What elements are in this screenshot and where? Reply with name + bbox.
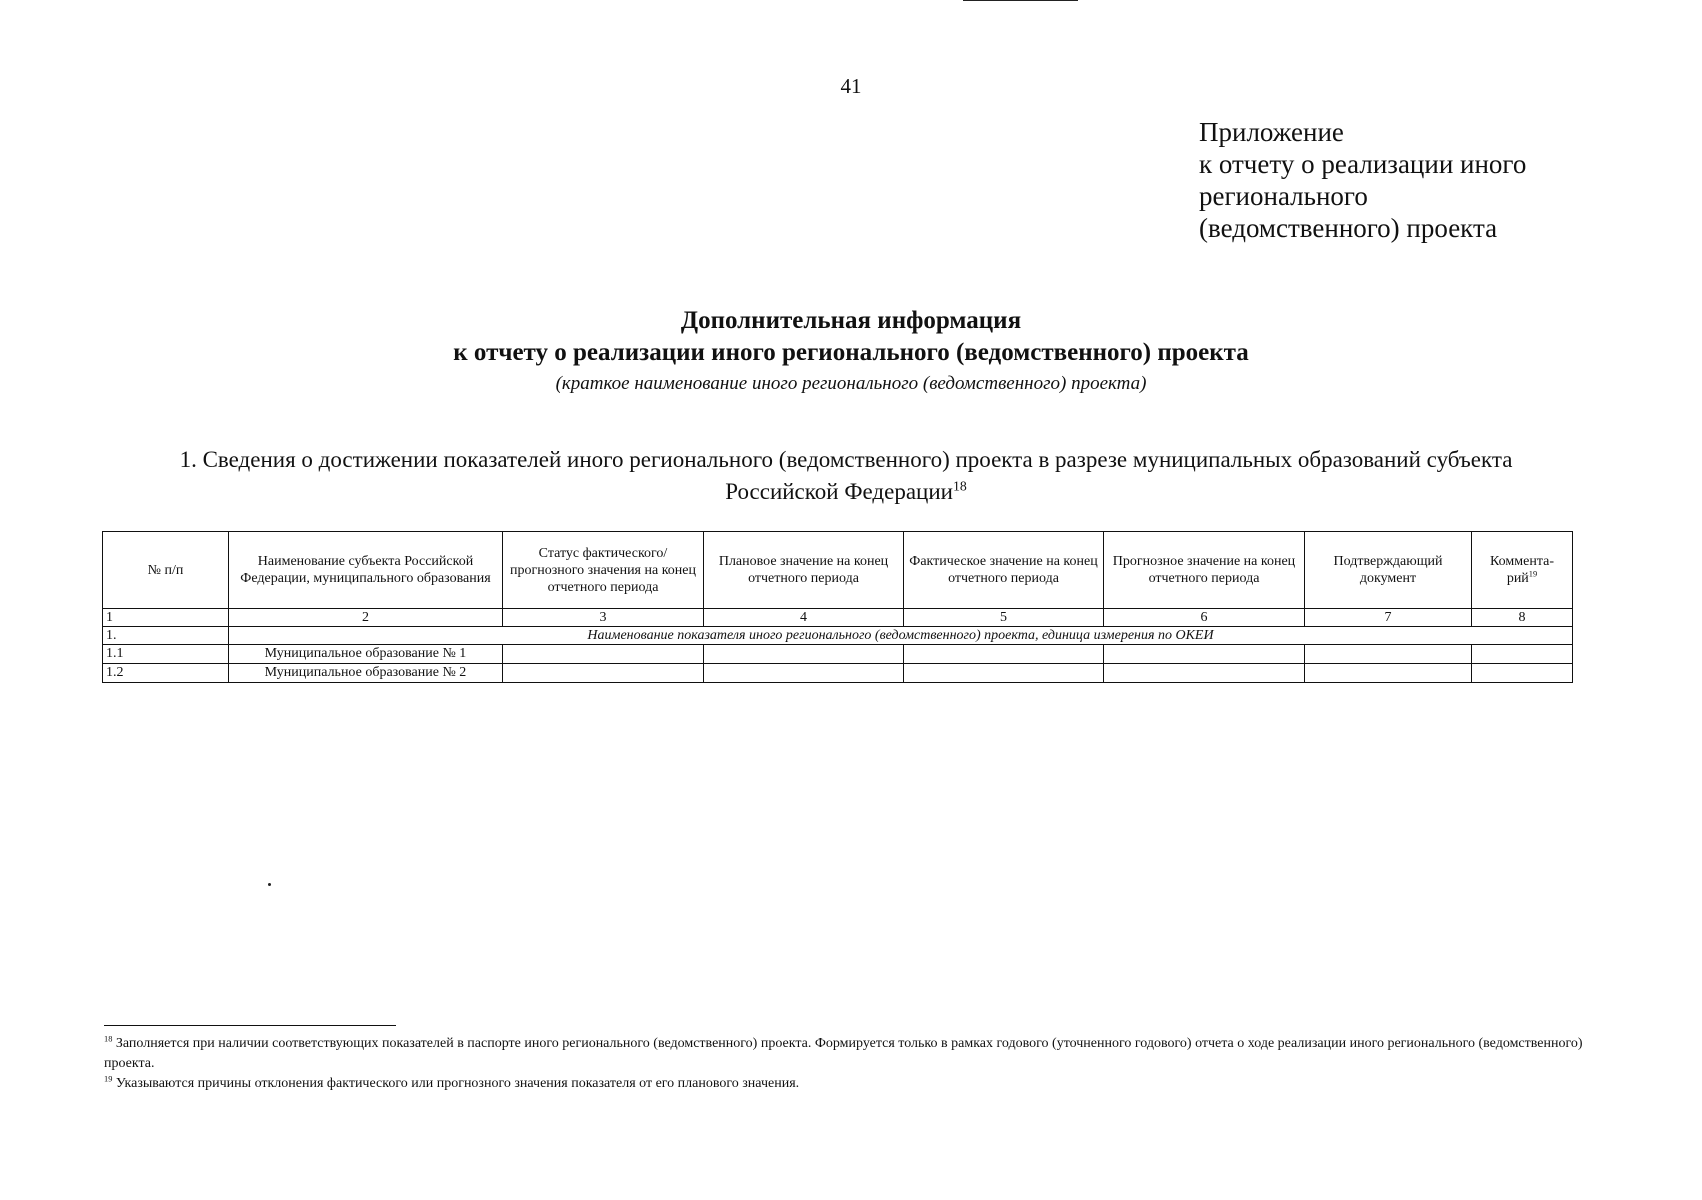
footnote-18: [104, 1034, 1594, 1074]
footnote-marker: 19: [104, 1074, 113, 1084]
row-number: 1.1: [103, 645, 229, 664]
column-number: 7: [1305, 609, 1472, 627]
footnotes: [104, 1034, 1594, 1094]
footnote-marker: 18: [104, 1034, 113, 1044]
footnote-text: Заполняется при наличии соответствующих показателей в паспорте иного регионального (ведомственного) проекта. Формируется только в рамках годового (уточненного годового) отчета о ходе реализации иного регионального (ведомственного) проекта.: [104, 1036, 1583, 1071]
document-cell: [1305, 645, 1472, 664]
status-cell: [503, 645, 704, 664]
actual-cell: [904, 664, 1104, 683]
header-cell-status: Статус фактического/ прогнозного значения на конец отчетного периода: [503, 532, 704, 609]
indicator-name: Наименование показателя иного регионального (ведомственного) проекта, единица измерения по ОКЕИ: [229, 627, 1573, 645]
document-cell: [1305, 664, 1472, 683]
appendix-line: к отчету о реализации иного: [1199, 149, 1527, 179]
table-header-row: [103, 532, 1573, 609]
header-cell-actual: Фактическое значение на конец отчетного периода: [904, 532, 1104, 609]
appendix-header: [1199, 116, 1526, 244]
column-number: 4: [704, 609, 904, 627]
section-heading: [106, 444, 1586, 508]
header-comment-label: Коммента-рий: [1490, 554, 1554, 586]
actual-cell: [904, 645, 1104, 664]
municipality-name: Муниципальное образование № 2: [229, 664, 503, 683]
column-number: 3: [503, 609, 704, 627]
header-cell-document: Подтверждающий документ: [1305, 532, 1472, 609]
document-title-line2: к отчету о реализации иного регионального (ведомственного) проекта: [453, 339, 1249, 366]
status-cell: [503, 664, 704, 683]
planned-cell: [704, 664, 904, 683]
row-number: 1.2: [103, 664, 229, 683]
document-title: Дополнительная информация: [680, 307, 1022, 334]
column-number: 6: [1104, 609, 1305, 627]
section-heading-text: Российской Федерации: [725, 479, 953, 504]
municipality-name: Муниципальное образование № 1: [229, 645, 503, 664]
forecast-cell: [1104, 664, 1305, 683]
column-number: 2: [229, 609, 503, 627]
comment-cell: [1472, 645, 1573, 664]
document-subtitle: (краткое наименование иного регионального (ведомственного) проекта): [555, 373, 1147, 394]
indicator-row: [103, 627, 1573, 645]
column-number: 8: [1472, 609, 1573, 627]
footnote-ref-19: 19: [1528, 569, 1538, 579]
header-cell-municipality: Наименование субъекта Российской Федерации, муниципального образования: [229, 532, 503, 609]
planned-cell: [704, 645, 904, 664]
appendix-line: Приложение: [1199, 117, 1344, 147]
column-number-row: [103, 609, 1573, 627]
footnote-separator: [104, 1025, 396, 1026]
header-cell-planned: Плановое значение на конец отчетного периода: [704, 532, 904, 609]
appendix-line: регионального: [1199, 181, 1368, 211]
header-cell-forecast: Прогнозное значение на конец отчетного периода: [1104, 532, 1305, 609]
footnote-19: [104, 1074, 1594, 1094]
footnote-text: Указываются причины отклонения фактического или прогнозного значения показателя от его планового значения.: [115, 1076, 800, 1091]
section-heading-line2: [106, 476, 1586, 508]
indicator-number: 1.: [103, 627, 229, 645]
comment-cell: [1472, 664, 1573, 683]
table-row: [103, 664, 1573, 683]
header-cell-comment: [1472, 532, 1573, 609]
section-heading-line1: 1. Сведения о достижении показателей иного регионального (ведомственного) проекта в разрезе муниципальных образований субъекта: [179, 447, 1513, 472]
footnote-ref-18: 18: [952, 478, 967, 494]
appendix-line: (ведомственного) проекта: [1199, 213, 1498, 243]
indicators-table: [102, 531, 1573, 683]
forecast-cell: [1104, 645, 1305, 664]
column-number: 5: [904, 609, 1104, 627]
page-number: 41: [840, 74, 862, 98]
top-edge-rule: [963, 0, 1078, 1]
header-cell-number: № п/п: [103, 532, 229, 609]
stray-dot: [268, 883, 271, 886]
table-row: [103, 645, 1573, 664]
column-number: 1: [103, 609, 229, 627]
